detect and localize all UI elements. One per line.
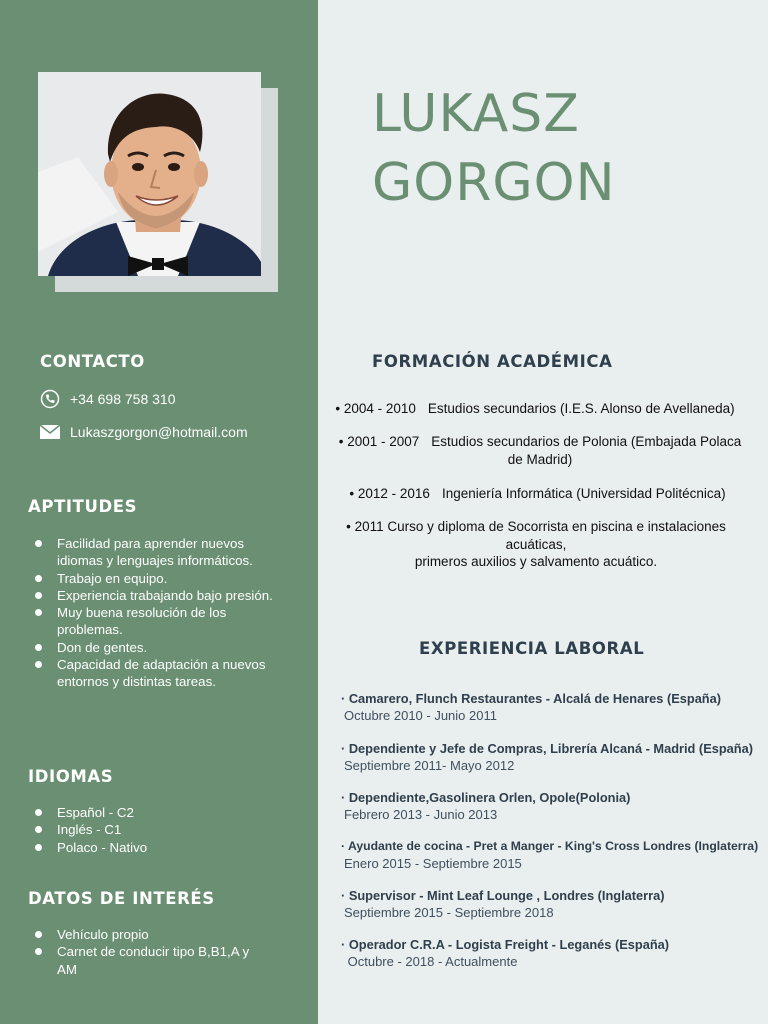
list-item: Español - C2 bbox=[35, 804, 275, 821]
education-item bbox=[330, 518, 742, 571]
list-item: Vehículo propio bbox=[35, 926, 260, 943]
education-item bbox=[335, 485, 740, 503]
education-text: Estudios secundarios (I.E.S. Alonso de Avellaneda) bbox=[427, 401, 735, 416]
skills-list bbox=[35, 535, 275, 691]
list-item: Experiencia trabajando bajo presión. bbox=[35, 587, 275, 604]
job-title: · Operador C.R.A - Logista Freight - Leganés (España) bbox=[341, 937, 670, 952]
list-item: Trabajo en equipo. bbox=[35, 570, 275, 587]
job-title: · Camarero, Flunch Restaurantes - Alcalá de Henares (España) bbox=[341, 691, 722, 706]
contact-phone bbox=[40, 389, 176, 409]
job-dates: Septiembre 2015 - Septiembre 2018 bbox=[344, 905, 554, 920]
experience-item bbox=[341, 887, 768, 921]
email-address[interactable]: Lukaszgorgon@hotmail.com bbox=[70, 424, 248, 440]
list-item: Facilidad para aprender nuevos idiomas y lenguajes informáticos. bbox=[35, 535, 275, 570]
job-dates: Septiembre 2011- Mayo 2012 bbox=[344, 758, 515, 773]
job-title: · Dependiente y Jefe de Compras, Librería Alcaná - Madrid (España) bbox=[341, 741, 753, 756]
list-item: Polaco - Nativo bbox=[35, 839, 275, 856]
education-years: • 2012 - 2016 bbox=[349, 486, 430, 501]
experience-item bbox=[341, 789, 768, 823]
interests-list bbox=[35, 926, 260, 978]
experience-item bbox=[341, 690, 768, 724]
education-item bbox=[330, 433, 750, 468]
experience-heading: EXPERIENCIA LABORAL bbox=[419, 639, 645, 658]
list-item: Inglés - C1 bbox=[35, 821, 275, 838]
languages-heading: IDIOMAS bbox=[28, 767, 114, 786]
list-item: Don de gentes. bbox=[35, 639, 275, 656]
phone-icon bbox=[40, 389, 60, 409]
job-title: · Ayudante de cocina - Pret a Manger - King's Cross Londres (Inglaterra) bbox=[341, 839, 759, 853]
job-dates: Octubre - 2018 - Actualmente bbox=[344, 954, 518, 969]
job-dates: Octubre 2010 - Junio 2011 bbox=[344, 708, 497, 723]
contact-heading: CONTACTO bbox=[40, 352, 145, 371]
phone-number[interactable]: +34 698 758 310 bbox=[70, 391, 176, 407]
envelope-icon bbox=[40, 422, 60, 442]
experience-item bbox=[341, 838, 768, 872]
education-text: Ingeniería Informática (Universidad Politécnica) bbox=[441, 486, 726, 501]
job-title: · Supervisor - Mint Leaf Lounge , Londres (Inglaterra) bbox=[341, 888, 665, 903]
education-text-cont: acuáticas, bbox=[505, 536, 567, 552]
interests-heading: DATOS DE INTERÉS bbox=[28, 889, 215, 908]
education-years: • 2011 bbox=[346, 519, 384, 534]
name-last: GORGON bbox=[372, 153, 616, 213]
contact-email bbox=[40, 422, 248, 442]
education-text-cont: de Madrid) bbox=[507, 451, 573, 467]
education-text: Estudios secundarios de Polonia (Embajada Polaca bbox=[431, 434, 742, 449]
list-item: Carnet de conducir tipo B,B1,A y AM bbox=[35, 943, 260, 978]
job-dates: Febrero 2013 - Junio 2013 bbox=[344, 807, 498, 822]
education-years: • 2004 - 2010 bbox=[335, 401, 416, 416]
experience-item bbox=[341, 740, 768, 774]
profile-photo bbox=[38, 72, 261, 276]
name-first: LUKASZ bbox=[372, 84, 580, 144]
job-title: · Dependiente,Gasolinera Orlen, Opole(Polonia) bbox=[341, 790, 631, 805]
job-dates: Enero 2015 - Septiembre 2015 bbox=[344, 856, 522, 871]
languages-list bbox=[35, 804, 275, 856]
education-heading: FORMACIÓN ACADÉMICA bbox=[372, 352, 613, 371]
education-text-cont: primeros auxilios y salvamento acuático. bbox=[414, 554, 658, 569]
education-text: Curso y diploma de Socorrista en piscina e instalaciones bbox=[387, 519, 726, 534]
list-item: Muy buena resolución de los problemas. bbox=[35, 604, 275, 639]
education-years: • 2001 - 2007 bbox=[338, 434, 420, 449]
skills-heading: APTITUDES bbox=[28, 497, 138, 516]
list-item: Capacidad de adaptación a nuevos entornos y distintas tareas. bbox=[35, 656, 275, 691]
education-item bbox=[330, 400, 740, 418]
experience-item bbox=[341, 936, 768, 970]
